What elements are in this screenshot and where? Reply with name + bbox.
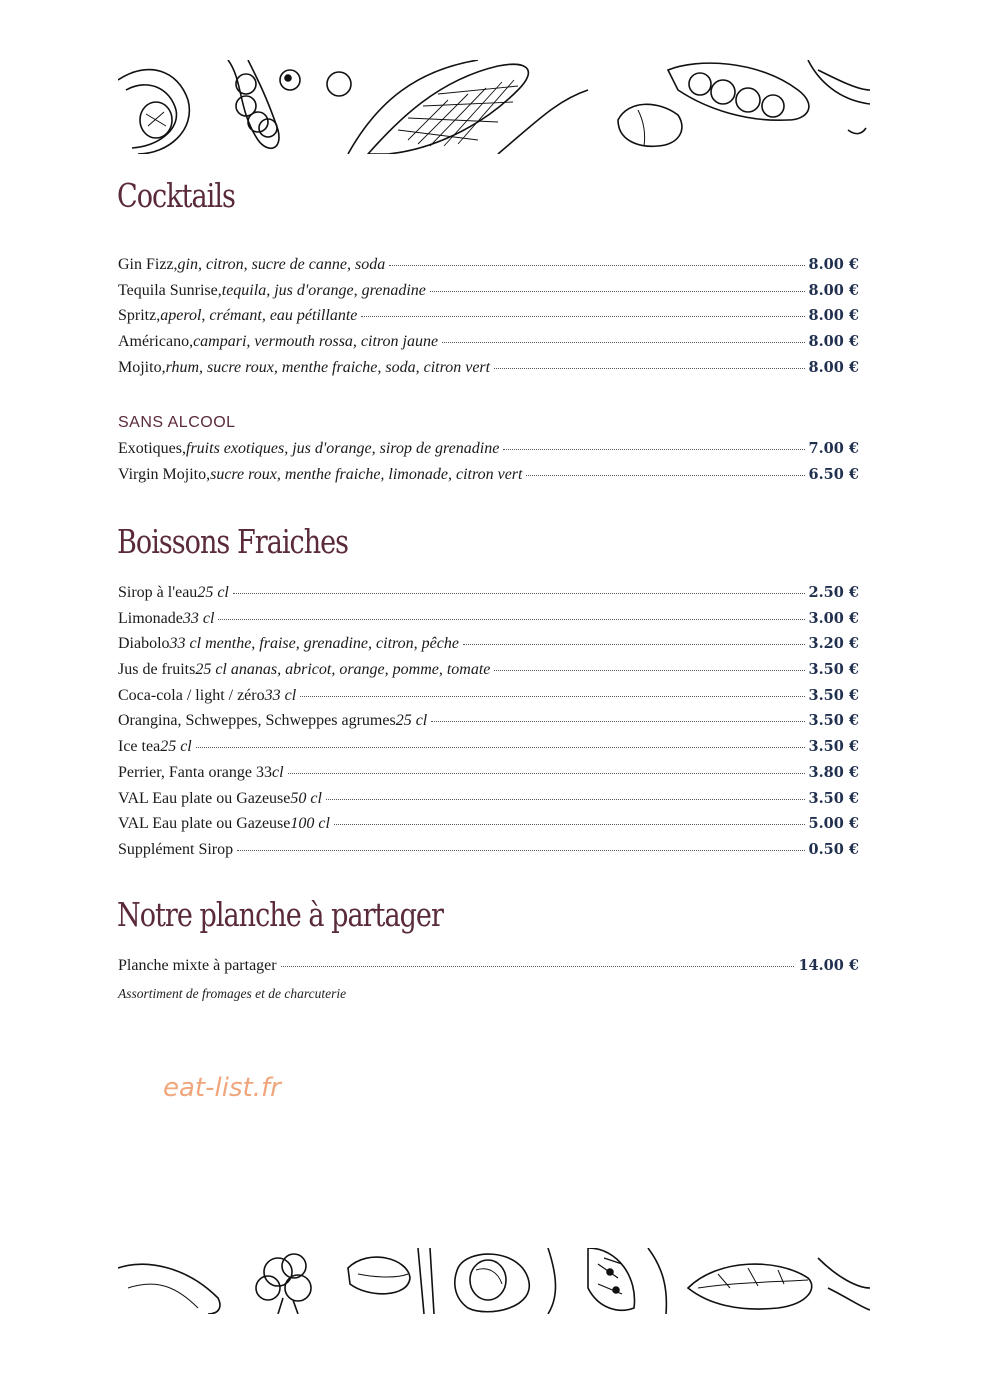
menu-item-description: 25 cl: [160, 738, 192, 756]
menu-item-name: Gin Fizz,: [118, 256, 178, 273]
menu-item-price: 2.50 €: [808, 584, 859, 601]
menu-item-row: [118, 687, 859, 713]
menu-item-description: rhum, sucre roux, menthe fraiche, soda, citron vert: [165, 358, 491, 376]
menu-item-name: Jus de fruits: [118, 661, 196, 679]
menu-item-description: fruits exotiques, jus d'orange, sirop de grenadine: [186, 440, 500, 457]
dotted-leader: [442, 342, 804, 343]
dotted-leader: [361, 316, 804, 317]
dotted-leader: [334, 824, 805, 825]
menu-item-name: Virgin Mojito,: [118, 465, 211, 483]
menu-item-price: 8.00 €: [808, 358, 859, 376]
menu-item-price: 3.50 €: [808, 686, 859, 704]
menu-item-price: 3.50 €: [808, 712, 859, 730]
menu-item-row: [118, 584, 859, 610]
planche-list: [118, 957, 859, 983]
dotted-leader: [494, 670, 804, 671]
menu-item-row: [118, 815, 859, 841]
menu-item-row: [118, 764, 859, 790]
dotted-leader: [526, 475, 804, 476]
menu-item-description: 100 cl: [290, 815, 330, 833]
menu-item-description: sucre roux, menthe fraiche, limonade, citron vert: [210, 465, 523, 483]
dotted-leader: [503, 449, 804, 450]
menu-item-name: Ice tea: [118, 738, 161, 756]
dotted-leader: [430, 291, 805, 292]
menu-item-name: Supplément Sirop: [118, 840, 234, 858]
dotted-leader: [237, 850, 804, 851]
vegetable-illustration-banner-bottom: [118, 1248, 870, 1314]
watermark-text: eat-list.fr: [163, 1073, 281, 1103]
menu-item-price: 8.00 €: [808, 307, 859, 325]
vegetable-illustration-banner-top: [118, 60, 870, 154]
dotted-leader: [233, 593, 805, 594]
menu-item-row: [118, 610, 859, 636]
dotted-leader: [281, 966, 795, 967]
menu-item-name: Planche mixte à partager: [118, 957, 277, 974]
menu-item-row: [118, 359, 859, 385]
menu-item-row: [118, 256, 859, 282]
section-subtitle-sans-alcool: SANS ALCOOL: [118, 414, 236, 431]
menu-item-price: 8.00 €: [808, 281, 859, 299]
dotted-leader: [463, 644, 805, 645]
menu-item-row: [118, 282, 859, 308]
menu-item-price: 3.00 €: [808, 609, 859, 627]
menu-item-row: [118, 307, 859, 333]
menu-item-description: 33 cl menthe, fraise, grenadine, citron, pêche: [169, 635, 459, 653]
menu-item-row: [118, 661, 859, 687]
menu-item-price: 3.50 €: [808, 789, 859, 807]
dotted-leader: [300, 696, 804, 697]
menu-item-description: aperol, crémant, eau pétillante: [160, 307, 358, 325]
section-title-planche: Notre planche à partager: [117, 895, 443, 934]
menu-item-row: [118, 440, 859, 466]
menu-item-row: [118, 712, 859, 738]
section-title-boissons-fraiches: Boissons Fraiches: [117, 522, 349, 561]
menu-item-name: Orangina, Schweppes, Schweppes agrumes: [118, 712, 396, 730]
menu-item-row: [118, 635, 859, 661]
dotted-leader: [288, 773, 805, 774]
menu-item-name: Sirop à l'eau: [118, 584, 198, 601]
menu-item-description: gin, citron, sucre de canne, soda: [177, 256, 386, 273]
menu-item-name: Américano,: [118, 333, 194, 351]
planche-description: Assortiment de fromages et de charcuterie: [118, 986, 347, 1001]
menu-item-price: 3.50 €: [808, 661, 859, 679]
menu-item-description: tequila, jus d'orange, grenadine: [221, 281, 426, 299]
dotted-leader: [431, 721, 804, 722]
section-title-cocktails: Cocktails: [117, 176, 235, 215]
dotted-leader: [218, 619, 804, 620]
menu-item-description: 25 cl: [395, 712, 428, 730]
menu-item-row: [118, 738, 859, 764]
menu-item-description: 33 cl: [264, 686, 297, 704]
menu-item-name: Diabolo: [118, 635, 170, 653]
sans-alcool-list: [118, 440, 859, 491]
menu-item-price: 6.50 €: [808, 465, 859, 483]
menu-item-name: Perrier, Fanta orange 33: [118, 763, 272, 781]
menu-item-description: cl: [271, 763, 284, 781]
menu-item-price: 8.00 €: [808, 256, 859, 273]
menu-item-price: 8.00 €: [808, 333, 859, 351]
menu-item-name: Spritz,: [118, 307, 161, 325]
menu-item-description: campari, vermouth rossa, citron jaune: [193, 333, 439, 351]
menu-item-name: Coca-cola / light / zéro: [118, 686, 265, 704]
menu-item-description: 33 cl: [182, 609, 215, 627]
menu-item-name: Tequila Sunrise,: [118, 281, 222, 299]
menu-item-row: [118, 466, 859, 492]
menu-item-name: Exotiques,: [118, 440, 186, 457]
menu-item-description: 50 cl: [290, 789, 322, 807]
boissons-list: [118, 584, 859, 867]
menu-item-description: 25 cl ananas, abricot, orange, pomme, tomate: [195, 661, 491, 679]
dotted-leader: [196, 747, 805, 748]
menu-item-row: [118, 333, 859, 359]
menu-item-row: [118, 957, 859, 983]
dotted-leader: [494, 368, 804, 369]
menu-item-name: Limonade: [118, 609, 183, 627]
menu-item-price: 3.50 €: [808, 738, 859, 756]
menu-item-price: 7.00 €: [808, 440, 859, 457]
menu-item-name: VAL Eau plate ou Gazeuse: [118, 815, 291, 833]
menu-item-row: [118, 841, 859, 867]
menu-item-row: [118, 790, 859, 816]
dotted-leader: [326, 799, 805, 800]
menu-item-price: 3.20 €: [808, 635, 859, 653]
menu-item-name: Mojito,: [118, 358, 166, 376]
menu-item-price: 14.00 €: [798, 957, 859, 974]
menu-item-description: 25 cl: [197, 584, 229, 601]
menu-item-price: 0.50 €: [808, 840, 859, 858]
menu-item-name: VAL Eau plate ou Gazeuse: [118, 789, 291, 807]
menu-item-price: 3.80 €: [808, 763, 859, 781]
dotted-leader: [389, 265, 804, 266]
menu-item-price: 5.00 €: [808, 815, 859, 833]
cocktails-list: [118, 256, 859, 384]
